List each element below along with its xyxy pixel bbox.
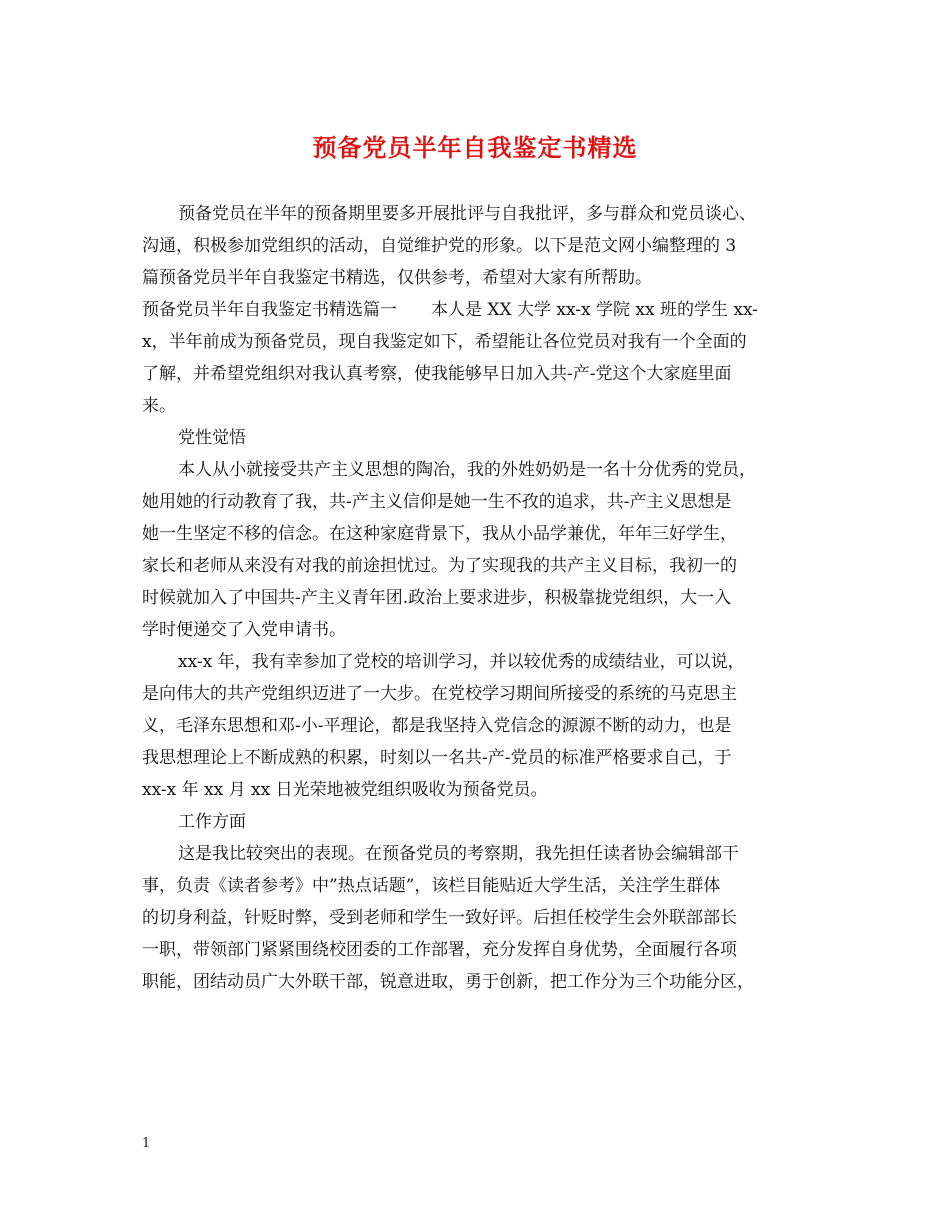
- text-line: 预备党员半年自我鉴定书精选篇一 本人是 XX 大学 xx-x 学院 xx 班的学生 xx-: [142, 300, 759, 320]
- text-line: 事，负责《读者参考》中”热点话题”，该栏目能贴近大学生活，关注学生群体: [142, 876, 721, 896]
- document-body: [142, 198, 810, 998]
- text-line: 是向伟大的共产党组织迈进了一大步。在党校学习期间所接受的系统的马克思主: [142, 684, 737, 704]
- text-line: 这是我比较突出的表现。在预备党员的考察期，我先担任读者协会编辑部干: [178, 844, 739, 864]
- text-line: 沟通，积极参加党组织的活动，自觉维护党的形象。以下是范文网小编整理的 3: [142, 236, 737, 256]
- text-line: 职能，团结动员广大外联干部，锐意进取，勇于创新，把工作分为三个功能分区，: [142, 972, 754, 992]
- text-line: 家长和老师从来没有对我的前途担忧过。为了实现我的共产主义目标，我初一的: [142, 556, 737, 576]
- text-line: 党性觉悟: [178, 428, 246, 448]
- text-line: 她用她的行动教育了我，共-产主义信仰是她一生不孜的追求，共-产主义思想是: [142, 492, 732, 512]
- text-line: 的切身利益，针贬时弊，受到老师和学生一致好评。后担任校学生会外联部部长: [142, 908, 737, 928]
- text-line: 她一生坚定不移的信念。在这种家庭背景下，我从小品学兼优，年年三好学生，: [142, 524, 737, 544]
- text-line: xx-x 年，我有幸参加了党校的培训学习，并以较优秀的成绩结业，可以说，: [178, 652, 745, 672]
- text-line: 了解，并希望党组织对我认真考察，使我能够早日加入共-产-党这个大家庭里面: [142, 364, 732, 384]
- page-number: 1: [142, 1136, 151, 1151]
- text-line: x，半年前成为预备党员，现自我鉴定如下，希望能让各位党员对我有一个全面的: [142, 332, 747, 352]
- text-line: 工作方面: [178, 812, 246, 832]
- text-line: xx-x 年 xx 月 xx 日光荣地被党组织吸收为预备党员。: [142, 780, 548, 800]
- text-line: 我思想理论上不断成熟的积累，时刻以一名共-产-党员的标准严格要求自己，于: [142, 748, 732, 768]
- text-line: 预备党员在半年的预备期里要多开展批评与自我批评，多与群众和党员谈心、: [178, 204, 756, 224]
- text-line: 本人从小就接受共产主义思想的陶冶，我的外姓奶奶是一名十分优秀的党员，: [178, 460, 756, 480]
- text-line: 学时便递交了入党申请书。: [142, 620, 346, 640]
- text-line: 一职，带领部门紧紧围绕校团委的工作部署，充分发挥自身优势，全面履行各项: [142, 940, 737, 960]
- text-line: 时候就加入了中国共-产主义青年团.政治上要求进步，积极靠拢党组织，大一入: [142, 588, 732, 608]
- text-line: 义，毛泽东思想和邓-小-平理论，都是我坚持入党信念的源源不断的动力，也是: [142, 716, 732, 736]
- text-line: 篇预备党员半年自我鉴定书精选，仅供参考，希望对大家有所帮助。: [142, 268, 652, 288]
- document-title: 预备党员半年自我鉴定书精选: [312, 134, 638, 162]
- text-line: 来。: [142, 396, 176, 416]
